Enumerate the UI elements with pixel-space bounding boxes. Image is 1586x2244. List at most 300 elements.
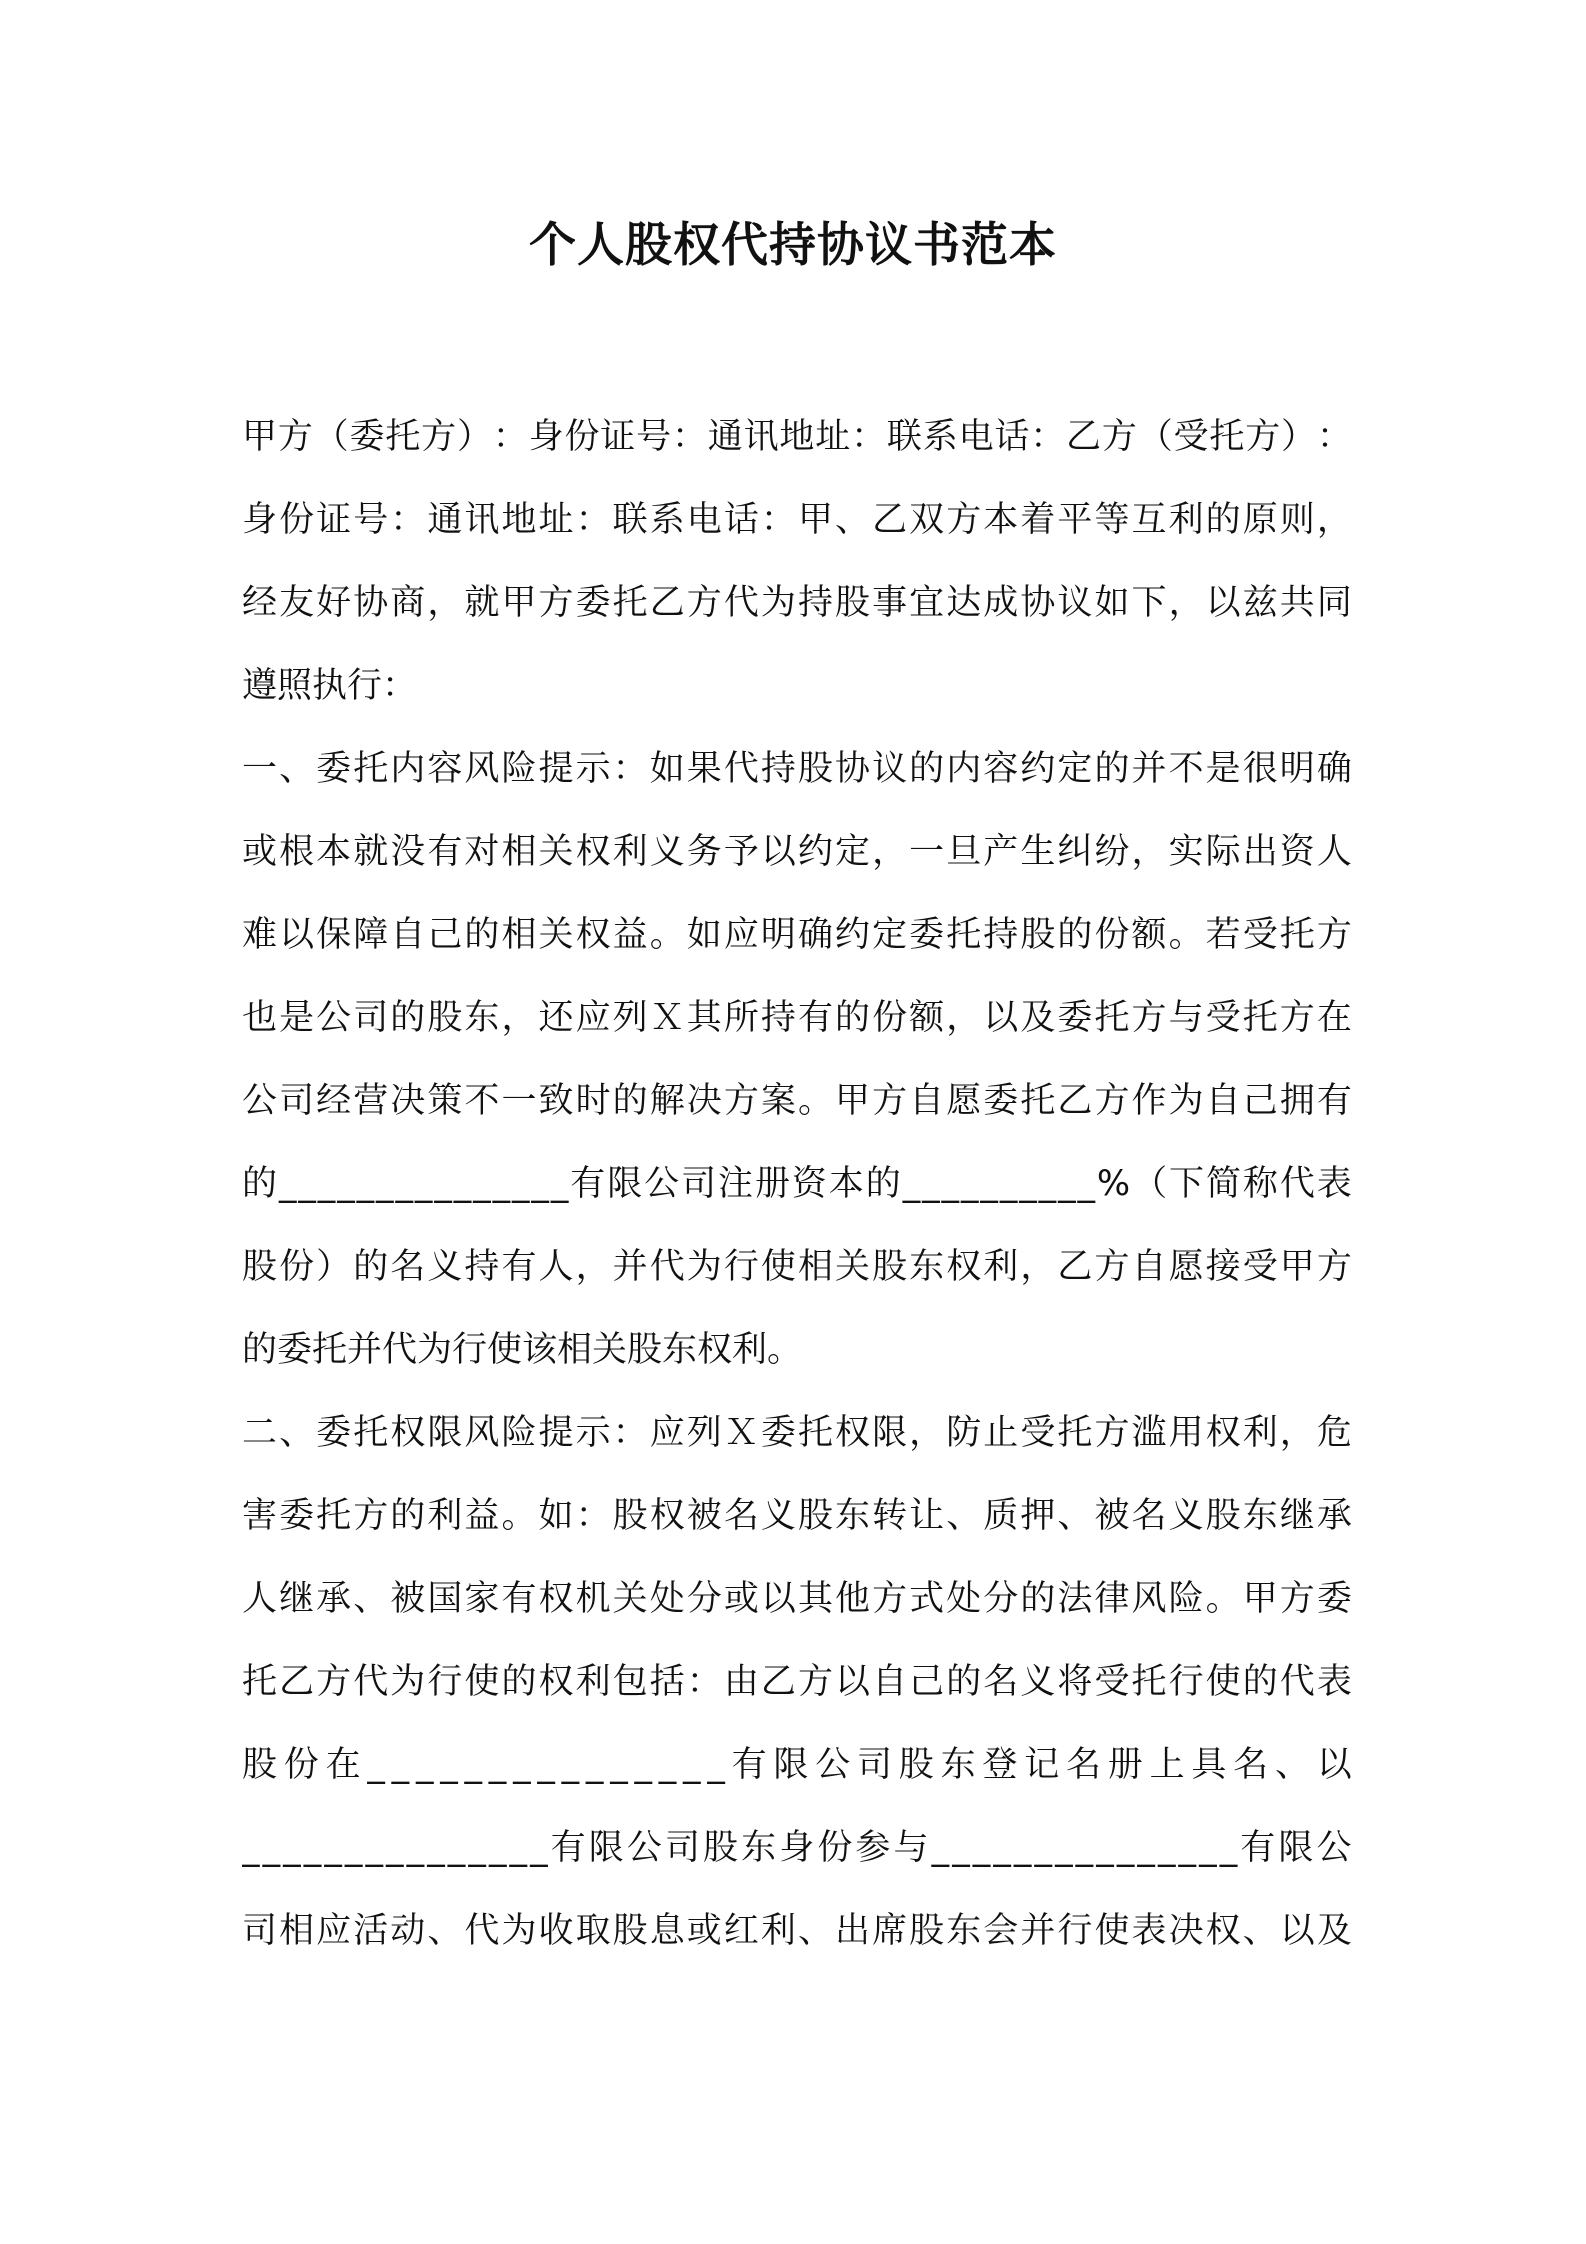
body-char: （	[313, 417, 349, 457]
body-char: 名	[1233, 1745, 1269, 1785]
body-char: 方	[316, 1662, 352, 1702]
body-char: ：	[612, 749, 648, 789]
body-char: 甲	[797, 500, 833, 540]
body-char: 登	[982, 1745, 1018, 1785]
body-char: 就	[464, 583, 500, 623]
body-char: 不	[1168, 749, 1204, 789]
body-char: 同	[1316, 583, 1352, 623]
body-char: 行	[723, 1247, 759, 1287]
body-char: 以	[1205, 583, 1241, 623]
body-char: 没	[390, 832, 426, 872]
body-char: _	[1199, 1828, 1217, 1868]
document-title: 个人股权代持协议书范本	[529, 218, 1057, 273]
body-char: 限	[588, 1828, 624, 1868]
body-char: _	[658, 1745, 677, 1785]
body-char: 份	[817, 1828, 853, 1868]
body-char: ，	[501, 998, 537, 1038]
body-char: 被	[390, 1579, 426, 1619]
body-char: 着	[1020, 500, 1056, 540]
body-char: 相	[501, 915, 537, 955]
body-char: 的	[464, 915, 500, 955]
body-char: 为	[501, 1911, 537, 1951]
body-char: _	[356, 1164, 375, 1204]
body-char: 有	[501, 1247, 537, 1287]
body-char: 名	[390, 1247, 426, 1287]
body-char: 一	[242, 749, 278, 789]
body-char: 甲	[501, 583, 537, 623]
body-char: 旦	[946, 832, 982, 872]
body-char: _	[344, 1828, 363, 1868]
body-char: 权	[575, 832, 611, 872]
body-char: _	[1055, 1828, 1073, 1868]
body-char: 有	[1240, 1828, 1276, 1868]
body-char: 代	[1279, 1662, 1315, 1702]
body-char: _	[365, 1828, 383, 1868]
body-char: 号	[353, 500, 389, 540]
body-char: 联	[612, 500, 648, 540]
body-line-17	[242, 1725, 1352, 1805]
body-char: ，	[872, 832, 908, 872]
body-char: 司	[681, 1164, 717, 1204]
body-char: _	[1077, 1164, 1095, 1204]
body-char: 注	[718, 1164, 754, 1204]
body-char: 名	[1131, 1496, 1167, 1536]
body-char: 的	[612, 1081, 648, 1121]
body-char: 本	[316, 832, 352, 872]
body-char: 限	[427, 1413, 463, 1453]
body-char: _	[488, 1828, 507, 1868]
body-char: 会	[983, 1911, 1019, 1951]
body-char: 托	[612, 583, 648, 623]
body-char: 以	[760, 832, 796, 872]
body-char: 权	[835, 1413, 871, 1453]
body-char: 协	[1020, 583, 1056, 623]
body-char: 自	[909, 1081, 945, 1121]
body-char: 约	[1020, 749, 1056, 789]
body-char: 乙	[1057, 1081, 1093, 1121]
body-char: 方	[946, 500, 982, 540]
body-char: 好	[316, 583, 352, 623]
body-char: 股	[898, 1745, 934, 1785]
body-char: 受	[1205, 998, 1241, 1038]
body-char: ）	[316, 1247, 352, 1287]
body-char: 股	[797, 1496, 833, 1536]
body-char: 生	[1020, 832, 1056, 872]
body-char: _	[488, 1745, 507, 1785]
body-char: 、	[835, 500, 871, 540]
body-char: 如	[686, 915, 722, 955]
body-line-7	[242, 895, 1352, 975]
body-char: 司	[664, 1828, 700, 1868]
body-char: 委	[575, 583, 611, 623]
body-char: 议	[872, 749, 908, 789]
body-line-9	[242, 1061, 1352, 1141]
body-char: 、	[1274, 1745, 1310, 1785]
body-char: 则	[1279, 500, 1315, 540]
body-char: 处	[946, 1579, 982, 1619]
body-char: 收	[538, 1911, 574, 1951]
body-char: 的	[835, 998, 871, 1038]
body-char: 险	[501, 1413, 537, 1453]
body-char: _	[1096, 1828, 1114, 1868]
body-char: 利	[1168, 500, 1204, 540]
body-line-3	[242, 563, 1352, 643]
body-char: 东	[940, 1745, 976, 1785]
body-char: 益	[612, 915, 648, 955]
body-char: 律	[1094, 1579, 1130, 1619]
body-char: 一	[501, 1081, 537, 1121]
body-char: 与	[1168, 998, 1204, 1038]
body-char: 址	[538, 500, 574, 540]
body-char: _	[386, 1828, 404, 1868]
body-char: 权	[946, 1247, 982, 1287]
body-char: 方	[797, 1662, 833, 1702]
body-char: ，	[1020, 1247, 1056, 1287]
body-char: 协	[353, 583, 389, 623]
body-char: 际	[1205, 832, 1241, 872]
body-char: ）	[1281, 417, 1317, 457]
body-char: 址	[815, 417, 851, 457]
body-char: 。	[501, 1496, 537, 1536]
body-char: _	[376, 1164, 394, 1204]
body-char: 通	[707, 417, 743, 457]
body-char: _	[1019, 1164, 1037, 1204]
body-char: ：	[1030, 417, 1066, 457]
body-char: 经	[316, 1081, 352, 1121]
body-char: 危	[1316, 1413, 1352, 1453]
body-char: 甲	[1279, 1247, 1315, 1287]
body-char: 委	[316, 749, 352, 789]
body-char: 平	[1057, 500, 1093, 540]
body-line-19	[242, 1891, 1352, 1971]
body-char: 提	[538, 1413, 574, 1453]
body-char: 滥	[1131, 1413, 1167, 1453]
body-char: 资	[791, 1164, 827, 1204]
body-char: 自	[390, 915, 426, 955]
body-char: _	[1157, 1828, 1176, 1868]
body-char: _	[468, 1828, 486, 1868]
body-char: 使	[1094, 1911, 1130, 1951]
body-char: 额	[1131, 915, 1167, 955]
body-char: 己	[427, 915, 463, 955]
body-char: 股	[1205, 1496, 1241, 1536]
body-char: 根	[279, 832, 315, 872]
body-char: 关	[835, 1247, 871, 1287]
body-char: 利	[427, 1496, 463, 1536]
body-char: 确	[1316, 749, 1352, 789]
body-char: 分	[983, 1579, 1019, 1619]
body-char: 其	[686, 998, 722, 1038]
body-char: 代	[353, 1662, 389, 1702]
body-char: 委	[909, 915, 945, 955]
body-char: 电	[958, 417, 994, 457]
body-char: 代	[649, 1247, 685, 1287]
body-char: 纠	[1057, 832, 1093, 872]
body-char: _	[415, 1745, 434, 1785]
body-char: 出	[835, 1911, 871, 1951]
body-char: 致	[538, 1081, 574, 1121]
body-char: 公	[626, 1828, 662, 1868]
body-char: _	[634, 1745, 652, 1785]
body-char: _	[683, 1745, 701, 1785]
body-char: 取	[575, 1911, 611, 1951]
body-char: 份	[564, 417, 600, 457]
body-char: 方	[1094, 1081, 1130, 1121]
body-char: 公	[1316, 1828, 1352, 1868]
body-char: 司	[857, 1745, 893, 1785]
body-char: 股	[1020, 915, 1056, 955]
body-char: _	[1034, 1828, 1052, 1868]
body-char: 托	[353, 1413, 389, 1453]
body-char: 名	[983, 1662, 1019, 1702]
body-char: 作	[1131, 1081, 1167, 1121]
body-char: 义	[760, 1496, 796, 1536]
body-char: 风	[464, 1413, 500, 1453]
body-char: 也	[242, 998, 278, 1038]
body-char: 兹	[1242, 583, 1278, 623]
body-char: 行	[427, 1662, 463, 1702]
body-char: 义	[649, 832, 685, 872]
body-char: 在	[1316, 998, 1352, 1038]
body-char: 代	[723, 749, 759, 789]
body-char: 。	[797, 1081, 833, 1121]
body-char: 人	[1316, 832, 1352, 872]
body-char: 双	[909, 500, 945, 540]
body-char: 、	[279, 749, 315, 789]
body-char: ）	[456, 417, 492, 457]
body-char: 委	[1057, 998, 1093, 1038]
body-char: 册	[1107, 1745, 1143, 1785]
body-char: 务	[686, 832, 722, 872]
body-char: _	[999, 1164, 1018, 1204]
body-char: ，	[1279, 1413, 1315, 1453]
body-char: 东	[946, 1911, 982, 1951]
body-char: 解	[649, 1081, 685, 1121]
body-char: 甲	[1242, 1579, 1278, 1619]
body-char: 方	[1245, 417, 1281, 457]
body-char: 将	[1057, 1662, 1093, 1702]
body-char: 托	[242, 1662, 278, 1702]
body-char: 或	[723, 1579, 759, 1619]
body-char: 讯	[464, 500, 500, 540]
body-char: 简	[1205, 1164, 1241, 1204]
body-char: 托	[1131, 1662, 1167, 1702]
body-char: 方	[686, 583, 722, 623]
body-char: _	[513, 1745, 531, 1785]
body-char: 继	[279, 1579, 315, 1619]
body-char: _	[395, 1164, 413, 1204]
body-char: 有	[1316, 1081, 1352, 1121]
body-char: Ｘ	[649, 998, 685, 1038]
body-char: 委	[983, 1081, 1019, 1121]
body-char: 托	[1057, 1413, 1093, 1453]
body-char: _	[492, 1164, 511, 1204]
body-char: _	[1178, 1828, 1197, 1868]
body-char: 方	[277, 417, 313, 457]
body-char: 己	[909, 1662, 945, 1702]
body-char: _	[317, 1164, 336, 1204]
body-char: ：	[390, 500, 426, 540]
body-char: _	[1137, 1828, 1155, 1868]
body-char: 身	[242, 500, 278, 540]
body-char: ：	[492, 417, 528, 457]
body-char: 方	[1316, 915, 1352, 955]
body-char: 代	[464, 1911, 500, 1951]
body-char: 或	[242, 832, 278, 872]
body-char: _	[427, 1828, 445, 1868]
body-char: 方	[872, 1081, 908, 1121]
body-line-18	[242, 1808, 1352, 1888]
body-char: 受	[1094, 1662, 1130, 1702]
body-char: 甲	[835, 1081, 871, 1121]
body-char: 股	[797, 749, 833, 789]
body-char: 红	[723, 1911, 759, 1951]
body-char: 定	[872, 915, 908, 955]
body-char: 、	[1057, 1496, 1093, 1536]
body-char: 额	[909, 998, 945, 1038]
body-char: 止	[983, 1413, 1019, 1453]
body-char: 应	[649, 1413, 685, 1453]
body-char: 益	[464, 1496, 500, 1536]
body-char: _	[283, 1828, 301, 1868]
body-char: 公	[242, 1081, 278, 1121]
body-char: 受	[1173, 417, 1209, 457]
body-char: 难	[242, 915, 278, 955]
body-char: 持	[760, 749, 796, 789]
body-char: 记	[1024, 1745, 1060, 1785]
body-line-6	[242, 812, 1352, 892]
body-char: _	[993, 1828, 1011, 1868]
body-char: 席	[872, 1911, 908, 1951]
body-char: 的	[1205, 500, 1241, 540]
body-char: 人	[538, 1247, 574, 1287]
body-char: 权	[538, 1662, 574, 1702]
body-char: 的	[501, 1662, 537, 1702]
body-char: 托	[1094, 998, 1130, 1038]
body-char: 质	[983, 1496, 1019, 1536]
body-char: 接	[1205, 1247, 1241, 1287]
body-char: 为	[390, 1662, 426, 1702]
body-char: 内	[946, 749, 982, 789]
body-char: 限	[607, 1164, 643, 1204]
body-char: 经	[242, 583, 278, 623]
body-char: 的	[909, 749, 945, 789]
body-char: 义	[427, 1247, 463, 1287]
body-char: 息	[649, 1911, 685, 1951]
body-char: 愿	[1168, 1247, 1204, 1287]
body-char: 机	[575, 1579, 611, 1619]
body-char: 委	[760, 1413, 796, 1453]
body-char: 托	[1020, 1081, 1056, 1121]
body-char: 纷	[1094, 832, 1130, 872]
body-char: ，	[1131, 832, 1167, 872]
body-char: 产	[983, 832, 1019, 872]
body-char: _	[406, 1828, 425, 1868]
body-char: 通	[427, 500, 463, 540]
body-char: 的	[946, 1662, 982, 1702]
body-char: _	[531, 1164, 549, 1204]
body-char: 若	[1205, 915, 1241, 955]
body-char: 股	[872, 1247, 908, 1287]
body-char: 相	[797, 1247, 833, 1287]
body-char: 权	[575, 915, 611, 955]
body-char: 还	[538, 998, 574, 1038]
body-char: _	[262, 1828, 281, 1868]
body-char: 号	[636, 417, 672, 457]
body-char: ，	[1316, 500, 1352, 540]
body-char: 地	[501, 500, 537, 540]
body-char: 列	[612, 998, 648, 1038]
body-char: 方	[872, 1579, 908, 1619]
body-char: ，	[575, 1247, 611, 1287]
body-char: 以	[1316, 1745, 1352, 1785]
body-char: 在	[325, 1745, 361, 1785]
body-char: 约	[797, 832, 833, 872]
body-char: 托	[1279, 915, 1315, 955]
body-char: 股	[909, 1911, 945, 1951]
body-char: 法	[1057, 1579, 1093, 1619]
body-char: _	[931, 1828, 950, 1868]
body-char: 身	[528, 417, 564, 457]
body-char: 国	[427, 1579, 463, 1619]
body-char: 予	[723, 832, 759, 872]
body-char: 方	[723, 1081, 759, 1121]
body-char: 的	[1242, 1662, 1278, 1702]
body-char: 名	[723, 1496, 759, 1536]
body-char: ：	[686, 1662, 722, 1702]
body-char: 下	[1169, 1164, 1205, 1204]
body-char: 的	[865, 1164, 901, 1204]
body-char: 的	[1020, 1579, 1056, 1619]
body-line-10	[242, 1144, 1352, 1224]
body-char: 。	[1168, 915, 1204, 955]
body-char: 明	[1279, 749, 1315, 789]
body-char: _	[902, 1164, 921, 1204]
body-char: 方	[1101, 417, 1137, 457]
body-char: 称	[1242, 1164, 1278, 1204]
body-char: 对	[464, 832, 500, 872]
body-char: 障	[353, 915, 389, 955]
body-char: 为	[1168, 1081, 1204, 1121]
body-char: 果	[686, 749, 722, 789]
body-char: 保	[316, 915, 352, 955]
body-char: 容	[427, 749, 463, 789]
body-char: 相	[501, 832, 537, 872]
body-char: 名	[1065, 1745, 1101, 1785]
body-char: 权	[649, 1496, 685, 1536]
body-char: 列	[686, 1413, 722, 1453]
body-char: 活	[353, 1911, 389, 1951]
body-char: 确	[797, 915, 833, 955]
body-char: 乙	[1057, 1247, 1093, 1287]
body-char: 一	[909, 832, 945, 872]
body-char: 权	[1205, 1911, 1241, 1951]
body-char: 东	[835, 1496, 871, 1536]
body-char: 乙	[760, 1662, 796, 1702]
body-char: _	[550, 1164, 569, 1204]
body-char: 决	[390, 1081, 426, 1121]
body-char: 利	[612, 832, 648, 872]
body-char: 以	[983, 998, 1019, 1038]
body-char: 股	[242, 1745, 278, 1785]
body-char: _	[447, 1828, 466, 1868]
body-char: 份	[279, 1247, 315, 1287]
body-char: 委	[316, 1413, 352, 1453]
body-char: 有	[501, 1579, 537, 1619]
body-char: _	[530, 1828, 548, 1868]
body-char: 的	[1094, 749, 1130, 789]
body-char: 关	[612, 1579, 648, 1619]
